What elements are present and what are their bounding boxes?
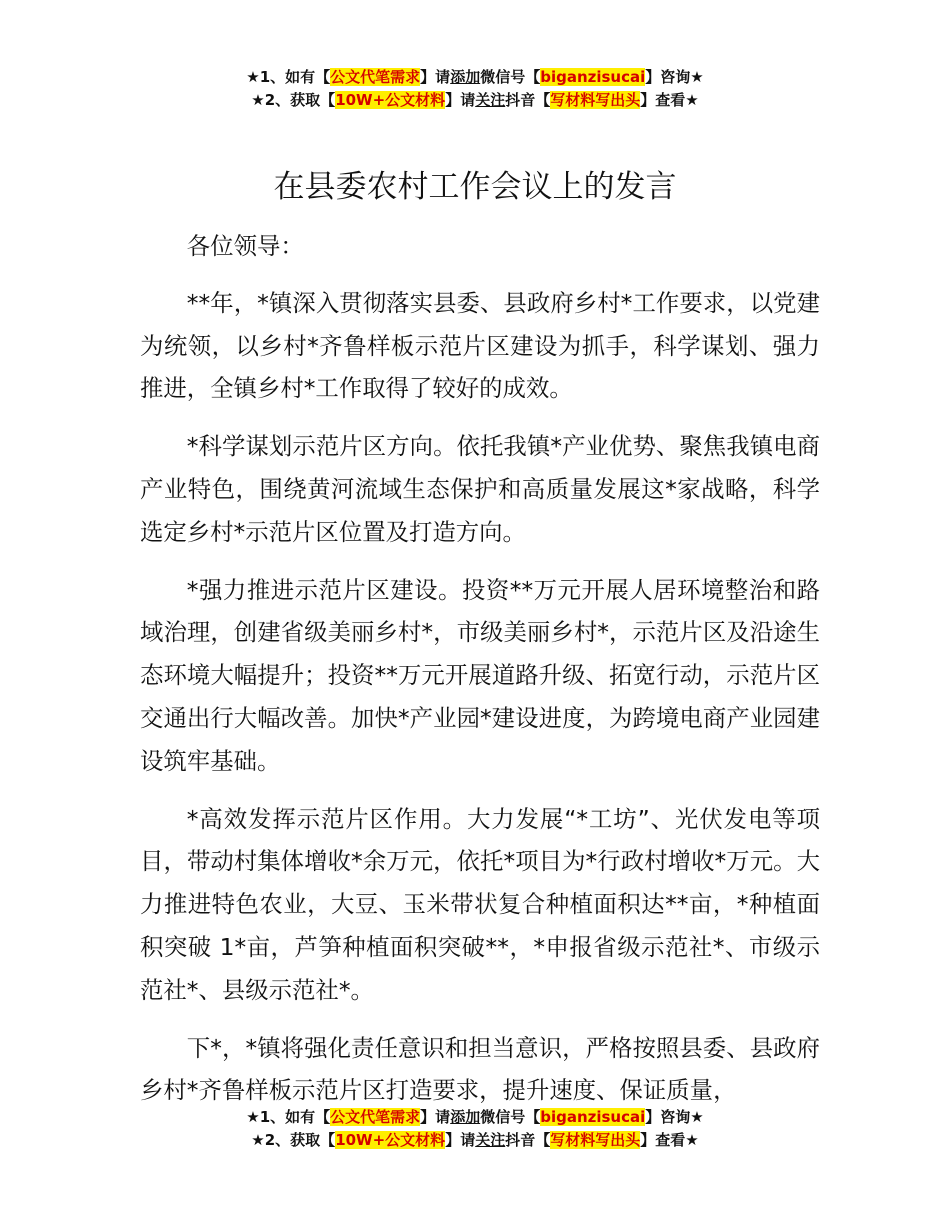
underlined-follow: 关注 [475,91,506,109]
document-body [140,225,820,1127]
salutation: 各位领导： [186,232,304,260]
highlight-douyin-account: 写材料写出头 [550,91,641,109]
paragraph-intro: **年，*镇深入贯彻落实县委、县政府乡村*工作要求，以党建为统领，以乡村*齐鲁样板示范片区建设为抓手，科学谋划、强力推进，全镇乡村*工作取得了较好的成效。 [140,288,820,403]
highlight-ghostwriting: 公文代笔需求 [330,1108,421,1126]
paragraph-construction: *强力推进示范片区建设。投资**万元开展人居环境整治和路域治理，创建省级美丽乡村*，市级美丽乡村*，示范片区及沿途生态环境大幅提升；投资**万元开展道路升级、拓宽行动，示范片区交通出行大幅改善。加快*产业园*建设进度，为跨境电商产业园建设筑牢基础。 [140,575,820,775]
highlight-materials: 10W+公文材料 [335,91,446,109]
highlight-ghostwriting: 公文代笔需求 [330,68,421,86]
underlined-add: 添加 [450,1108,481,1126]
highlight-douyin-account: 写材料写出头 [550,1131,641,1149]
paragraph-effect: *高效发挥示范片区作用。大力发展“*工坊”、光伏发电等项目，带动村集体增收*余万元，依托*项目为*行政村增收*万元。大力推进特色农业，大豆、玉米带状复合种植面积达**亩，*种植面积突破 1*亩，芦笋种植面积突破**，*申报省级示范社*、市级示范社*、县级示范社*。 [140,804,820,1004]
document-title: 在县委农村工作会议上的发言 [273,169,677,205]
promo-banner-top [0,66,950,112]
promo-line-2: ★2、获取【10W+公文材料】请关注抖音【写材料写出头】查看★ [251,1131,699,1149]
promo-line-1: ★1、如有【公文代笔需求】请添加微信号【biganzisucai】咨询★ [246,68,704,86]
paragraph-planning: *科学谋划示范片区方向。依托我镇*产业优势、聚焦我镇电商产业特色，围绕黄河流域生态保护和高质量发展这*家战略，科学选定乡村*示范片区位置及打造方向。 [140,432,820,546]
paragraph-next-steps: 下*，*镇将强化责任意识和担当意识，严格按照县委、县政府乡村*齐鲁样板示范片区打造要求，提升速度、保证质量， [140,1033,820,1105]
underlined-follow: 关注 [475,1131,506,1149]
highlight-wechat-id: biganzisucai [540,1108,646,1126]
promo-banner-bottom [0,1106,950,1152]
highlight-materials: 10W+公文材料 [335,1131,446,1149]
highlight-wechat-id: biganzisucai [540,68,646,86]
promo-line-1: ★1、如有【公文代笔需求】请添加微信号【biganzisucai】咨询★ [246,1108,704,1126]
underlined-add: 添加 [450,68,481,86]
promo-line-2: ★2、获取【10W+公文材料】请关注抖音【写材料写出头】查看★ [251,91,699,109]
